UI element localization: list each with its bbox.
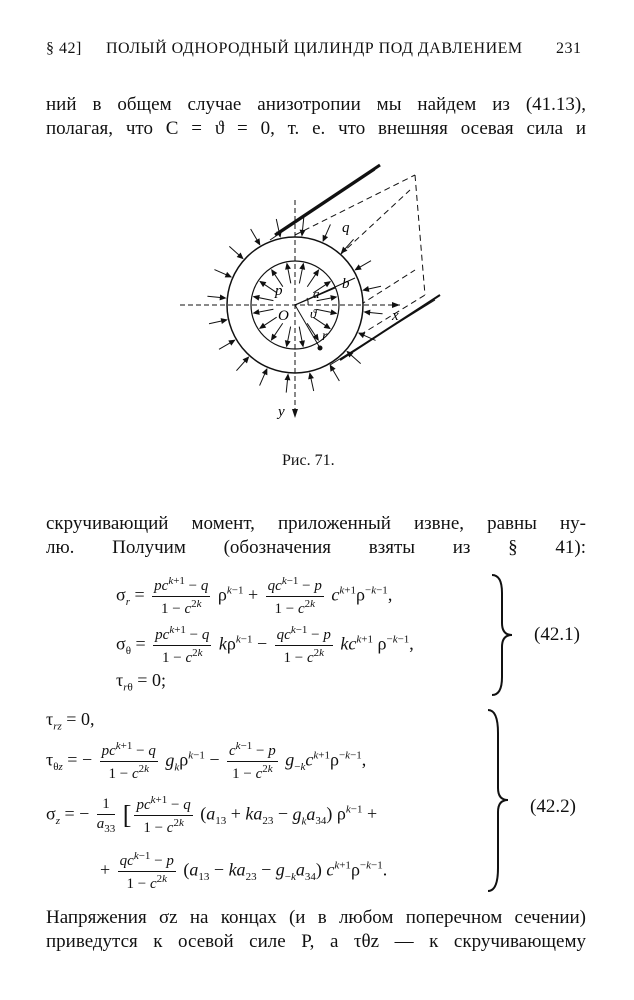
external-pressure-arrow-head: [285, 375, 289, 380]
label-q: q: [342, 220, 350, 236]
equation-sigma-theta: $\sigma_\theta$ = $\frac{pc^{k+1} - q}{1 - c^{2k}}$ $k\rho^{k-1}$ − $\frac{qc^{k-1} - p}{1 - c^{2k}}$ $kc^{k+1}$ $\rho^{-k-1}$,: [116, 624, 414, 666]
paragraph-1-line-2: полагая, что C = ϑ = 0, т. е. что внешняя осевая сила и: [46, 118, 586, 139]
page-number: 231: [556, 40, 582, 57]
external-pressure-arrow-head: [363, 287, 368, 291]
equation-sigma-r: $\sigma_r$ = $\frac{pc^{k+1} - q}{1 - c^{2k}}$ $\rho^{k-1}$ + $\frac{qc^{k-1} - p}{1 - c^{2k}}$ $c^{k+1}\rho^{-k-1}$,: [116, 575, 393, 617]
external-pressure-arrow-head: [225, 273, 230, 277]
external-pressure-arrow-head: [263, 369, 267, 374]
figure-caption: Рис. 71.: [282, 452, 335, 469]
label-b: b: [342, 276, 350, 292]
paragraph-3-line-1: Напряжения σz на концах (и в любом поперечном сечении): [46, 907, 586, 928]
external-pressure-arrow-head: [300, 230, 304, 235]
label-r: r: [322, 329, 328, 344]
external-pressure-arrow-head: [221, 319, 226, 323]
external-pressure-arrow-head: [330, 365, 334, 370]
equation-sigma-z: $\sigma_z$ = − $\frac{1}{a_{33}}$ [ $\frac{pc^{k+1} - q}{1 - c^{2k}}$ $(a_{13} + ka_{23} - g_ka_{34}) \rho^{k-1}$ +: [46, 794, 378, 836]
section-ref: § 42]: [46, 40, 82, 57]
external-pressure-arrow-head: [359, 333, 364, 337]
external-pressure-arrow-head: [220, 295, 225, 299]
external-pressure-arrow-head: [365, 310, 370, 314]
brace-42-2: [486, 708, 510, 893]
external-pressure-arrow-head: [323, 235, 327, 240]
paragraph-2-line-2: лю. Получим (обозначения взяты из § 41):: [46, 537, 586, 558]
paragraph-1-line-1: ний в общем случае анизотропии мы найдем из (41.13),: [46, 94, 586, 115]
equation-tau-rtheta: $\tau_{r\theta} = 0$;: [116, 670, 166, 694]
brace-42-1: [490, 573, 514, 697]
paragraph-2-line-1: скручивающий момент, приложенный извне, равны ну-: [46, 513, 586, 534]
label-x: x: [392, 308, 399, 324]
label-p: p: [275, 283, 283, 299]
equation-number-42-1: (42.1): [534, 624, 580, 645]
equation-tau-thetaz: $\tau_{\theta z}$ = − $\frac{pc^{k+1} - q}{1 - c^{2k}}$ $g_k\rho^{k-1}$ − $\frac{c^{k-1} - p}{1 - c^{2k}}$ $g_{-k}c^{k+1}\rho^{-k-1}$,: [46, 740, 367, 782]
paragraph-3-line-2: приведутся к осевой силе P, а τθz — к скручивающему: [46, 931, 586, 952]
cylinder-figure: [170, 160, 460, 445]
external-pressure-arrow-head: [309, 373, 313, 378]
label-O: O: [278, 308, 289, 324]
external-pressure-arrow-head: [229, 340, 234, 344]
running-title: ПОЛЫЙ ОДНОРОДНЫЙ ЦИЛИНДР ПОД ДАВЛЕНИЕМ: [106, 40, 523, 57]
equation-sigma-z-continued: + $\frac{qc^{k-1} - p}{1 - c^{2k}}$ $(a_{13} - ka_{23} - g_{-k}a_{34})$ $c^{k+1}\rho^{-k-1}$.: [100, 850, 388, 892]
external-pressure-arrow-head: [355, 265, 360, 269]
equation-number-42-2: (42.2): [530, 796, 576, 817]
label-y: y: [278, 404, 285, 420]
label-a: a: [313, 286, 320, 301]
label-theta: ϑ: [310, 306, 317, 321]
equation-tau-rz: $\tau_{rz} = 0$,: [46, 709, 95, 733]
external-pressure-arrow-head: [255, 239, 259, 244]
